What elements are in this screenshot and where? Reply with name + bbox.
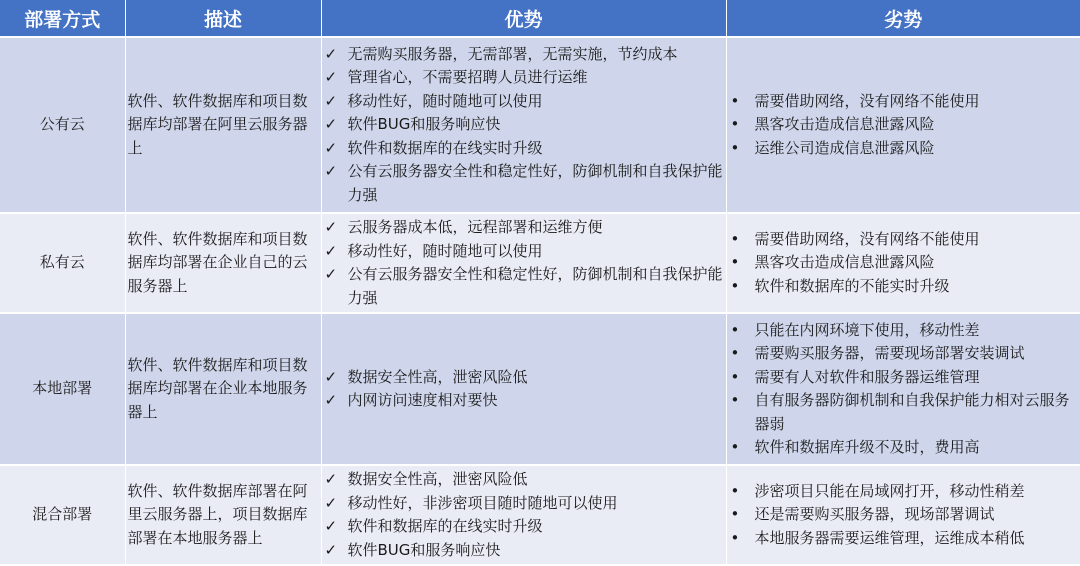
disadvantage-text: 自有服务器防御机制和自我保护能力相对云服务器弱 [754,391,1070,433]
advantage-item [322,90,726,114]
disadvantage-text: 需要有人对软件和服务器运维管理 [754,367,980,386]
disadvantage-item [727,389,1080,436]
advantage-text: 公有云服务器安全性和稳定性好，防御机制和自我保护能力强 [347,265,723,307]
disadvantages-list [727,228,1080,299]
cell-advantages [321,213,726,313]
bullet-icon: • [730,138,740,157]
advantage-text: 无需购买服务器，无需部署，无需实施，节约成本 [347,44,678,63]
advantage-text: 软件BUG和服务响应快 [347,115,501,134]
disadvantage-item [727,503,1080,527]
advantage-item [322,240,726,264]
checkmark-icon: ✓ [324,115,338,134]
header-row [0,0,1080,37]
disadvantage-text: 需要借助网络，没有网络不能使用 [754,91,980,110]
checkmark-icon: ✓ [324,470,338,488]
disadvantage-text: 黑客攻击造成信息泄露风险 [754,253,935,272]
advantage-item [322,468,726,492]
checkmark-icon: ✓ [324,162,338,181]
header-method: 部署方式 [0,0,125,37]
advantage-item [322,263,726,310]
advantage-text: 云服务器成本低，远程部署和运维方便 [347,218,603,236]
cell-method: 私有云 [0,213,125,313]
checkmark-icon: ✓ [324,138,338,157]
cell-description: 软件、软件数据库和项目数据库均部署在企业自己的云服务器上 [125,213,321,313]
checkmark-icon: ✓ [324,367,338,386]
table-row [0,213,1080,313]
table-row [0,313,1080,465]
disadvantage-text: 软件和数据库升级不及时，费用高 [754,438,980,456]
bullet-icon: • [730,253,740,272]
disadvantage-item [727,342,1080,366]
disadvantage-item [727,436,1080,460]
header-description: 描述 [125,0,321,37]
checkmark-icon: ✓ [324,241,338,260]
advantage-item [322,137,726,161]
checkmark-icon: ✓ [324,517,338,535]
cell-method: 混合部署 [0,465,125,565]
header-advantages: 优势 [321,0,726,37]
checkmark-icon: ✓ [324,265,338,283]
advantages-list [322,468,726,562]
advantage-item [322,389,726,413]
advantage-item [322,113,726,137]
checkmark-icon: ✓ [324,540,338,559]
cell-description: 软件、软件数据库和项目数据库均部署在阿里云服务器上 [125,37,321,213]
advantage-text: 数据安全性高，泄密风险低 [347,470,528,488]
advantages-list [322,216,726,310]
table-row [0,465,1080,565]
advantage-text: 移动性好，非涉密项目随时随地可以使用 [347,493,618,512]
disadvantage-item [727,228,1080,252]
advantage-item [322,43,726,67]
disadvantages-list [727,90,1080,161]
cell-description: 软件、软件数据库和项目数据库均部署在企业本地服务器上 [125,313,321,465]
checkmark-icon: ✓ [324,218,338,236]
cell-advantages [321,37,726,213]
disadvantage-item [727,90,1080,114]
advantage-text: 数据安全性高，泄密风险低 [347,367,528,386]
cell-method: 公有云 [0,37,125,213]
bullet-icon: • [730,276,740,295]
disadvantage-text: 还是需要购买服务器，现场部署调试 [754,505,995,524]
bullet-icon: • [730,481,740,500]
bullet-icon: • [730,505,740,524]
cell-disadvantages [726,465,1080,565]
advantage-text: 软件和数据库的在线实时升级 [347,138,543,157]
advantage-item [322,160,726,207]
disadvantage-item [727,251,1080,275]
advantage-text: 内网访问速度相对要快 [347,391,498,409]
checkmark-icon: ✓ [324,493,338,512]
advantage-item [322,66,726,90]
disadvantage-text: 黑客攻击造成信息泄露风险 [754,115,935,134]
bullet-icon: • [730,91,740,110]
advantage-item [322,492,726,516]
bullet-icon: • [730,528,740,547]
disadvantage-text: 涉密项目只能在局域网打开，移动性稍差 [754,481,1025,500]
cell-advantages [321,465,726,565]
advantage-text: 软件BUG和服务响应快 [347,540,501,559]
bullet-icon: • [730,320,740,339]
bullet-icon: • [730,391,740,409]
advantage-text: 公有云服务器安全性和稳定性好，防御机制和自我保护能力强 [347,162,723,204]
advantage-item [322,366,726,390]
cell-disadvantages [726,37,1080,213]
advantage-text: 移动性好，随时随地可以使用 [347,91,543,110]
disadvantages-list [727,319,1080,460]
disadvantage-item [727,137,1080,161]
checkmark-icon: ✓ [324,91,338,110]
cell-disadvantages [726,313,1080,465]
bullet-icon: • [730,229,740,248]
disadvantage-text: 需要借助网络，没有网络不能使用 [754,229,980,248]
advantage-item [322,539,726,563]
table-row [0,37,1080,213]
disadvantage-item [727,480,1080,504]
bullet-icon: • [730,115,740,134]
bullet-icon: • [730,367,740,386]
disadvantage-text: 只能在内网环境下使用，移动性差 [754,320,980,339]
advantage-text: 管理省心，不需要招聘人员进行运维 [347,68,588,87]
disadvantage-item [727,275,1080,299]
advantages-list [322,43,726,208]
bullet-icon: • [730,344,740,362]
disadvantage-item [727,527,1080,551]
checkmark-icon: ✓ [324,391,338,409]
cell-method: 本地部署 [0,313,125,465]
advantage-item [322,515,726,539]
advantage-text: 软件和数据库的在线实时升级 [347,517,543,535]
cell-description: 软件、软件数据库部署在阿里云服务器上，项目数据库部署在本地服务器上 [125,465,321,565]
advantage-text: 移动性好，随时随地可以使用 [347,241,543,260]
disadvantage-item [727,319,1080,343]
checkmark-icon: ✓ [324,68,338,87]
disadvantage-text: 本地服务器需要运维管理，运维成本稍低 [754,528,1025,547]
header-disadvantages: 劣势 [726,0,1080,37]
disadvantage-text: 软件和数据库的不能实时升级 [754,276,950,295]
cell-advantages [321,313,726,465]
bullet-icon: • [730,438,740,456]
cell-disadvantages [726,213,1080,313]
advantages-list [322,366,726,413]
disadvantages-list [727,480,1080,551]
checkmark-icon: ✓ [324,44,338,63]
disadvantage-item [727,113,1080,137]
advantage-item [322,216,726,240]
disadvantage-text: 运维公司造成信息泄露风险 [754,138,935,157]
disadvantage-text: 需要购买服务器，需要现场部署安装调试 [754,344,1025,362]
disadvantage-item [727,366,1080,390]
